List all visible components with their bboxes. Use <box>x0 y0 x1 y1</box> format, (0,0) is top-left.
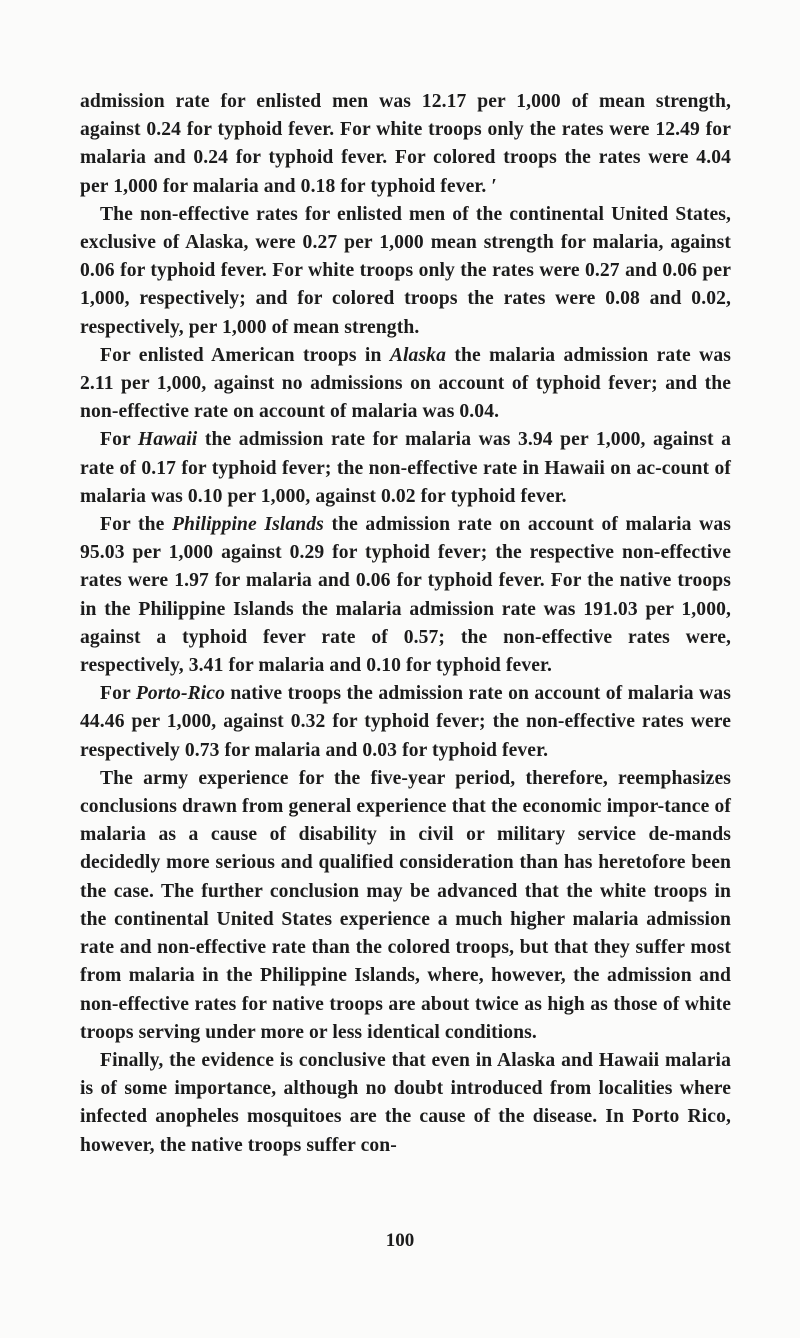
paragraph-4-lead: For <box>100 429 138 451</box>
page-number: 100 <box>385 1230 415 1251</box>
paragraph-5-lead: For the <box>100 514 172 536</box>
paragraph-5-rest: the admission rate on account of malaria was 95.03 per 1,000 against 0.29 for typhoid fever; the respective non-effective rates were 1.97 for malaria and 0.06 for typhoid fever. For the native troops in the Philippine Islands the malaria admission rate was 191.03 per 1,000, against a typhoid fever rate of 0.57; the non-effective rates were, respectively, 3.41 for malaria and 0.10 for typhoid fever. <box>80 514 731 677</box>
place-name-hawaii: Hawaii <box>137 429 198 451</box>
paragraph-6 <box>80 680 731 765</box>
paragraph-2: The non-effective rates for enlisted men of the continental United States, exclusive of Alaska, were 0.27 per 1,000 mean strength for malaria, against 0.06 for typhoid fever. For white troops only the rates were 0.27 and 0.06 per 1,000, respectively; and for colored troops the rates were 0.08 and 0.02, respectively, per 1,000 of mean strength. <box>80 203 731 338</box>
paragraph-7: The army experience for the five-year period, therefore, reemphasizes conclusions drawn from general experience that the economic impor-tance of malaria as a cause of disability in civil or military service de-mands decidedly more serious and qualified consideration than has heretofore been the case. The further conclusion may be advanced that the white troops in the continental United States experience a much higher malaria admission rate and non-effective rate than the colored troops, but that they suffer most from malaria in the Philippine Islands, where, however, the admission and non-effective rates for native troops are about twice as high as those of white troops serving under more or less identical conditions. <box>80 767 731 1043</box>
paragraph-4-rest: the admission rate for malaria was 3.94 per 1,000, against a rate of 0.17 for typhoid fever; the non-effective rate in Hawaii on ac-count of malaria was 0.10 per 1,000, against 0.02 for typhoid fever. <box>80 429 731 507</box>
paragraph-4 <box>80 426 731 511</box>
place-name-philippine-islands: Philippine Islands <box>171 514 324 536</box>
page-body <box>80 88 731 1160</box>
paragraph-3 <box>80 342 731 427</box>
paragraph-3-rest: the malaria admission rate was 2.11 per 1,000, against no admissions on account of typhoid fever; and the non-effective rate on account of malaria was 0.04. <box>80 344 731 423</box>
paragraph-6-rest: native troops the admission rate on account of malaria was 44.46 per 1,000, against 0.32 for typhoid fever; the non-effective rates were respectively 0.73 for malaria and 0.03 for typhoid fever. <box>80 683 731 761</box>
paragraph-3-lead: For enlisted American troops in <box>100 344 390 366</box>
place-name-porto-rico: Porto-Rico <box>135 683 225 705</box>
paragraph-8: Finally, the evidence is conclusive that even in Alaska and Hawaii malaria is of some importance, although no doubt introduced from localities where infected anopheles mosquitoes are the cause of the disease. In Porto Rico, however, the native troops suffer con- <box>80 1049 731 1156</box>
place-name-alaska: Alaska <box>389 344 446 366</box>
paragraph-1: admission rate for enlisted men was 12.17 per 1,000 of mean strength, against 0.24 for typhoid fever. For white troops only the rates were 12.49 for malaria and 0.24 for typhoid fever. For colored troops the rates were 4.04 per 1,000 for malaria and 0.18 for typhoid fever. ′ <box>80 91 731 197</box>
paragraph-5 <box>80 511 731 680</box>
paragraph-6-lead: For <box>100 683 136 705</box>
